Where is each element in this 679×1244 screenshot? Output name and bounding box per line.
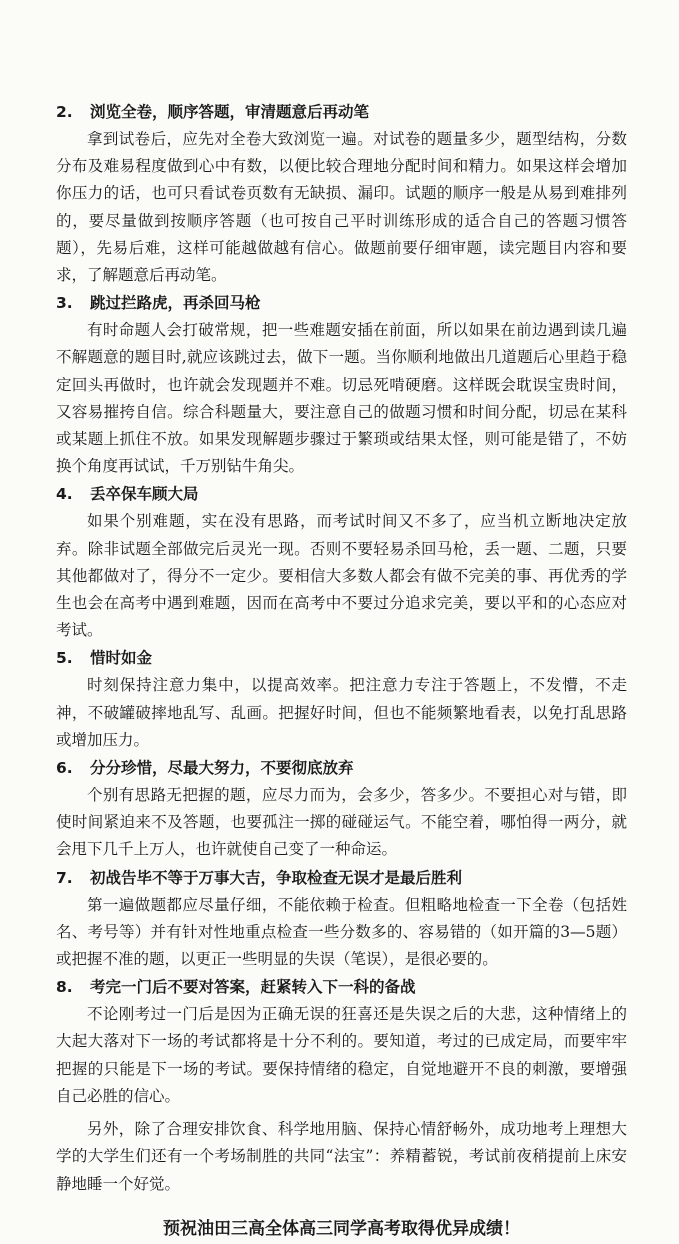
- section-6: [56, 754, 627, 864]
- section-number: 7.: [56, 868, 73, 887]
- section-number: 4.: [56, 485, 73, 504]
- section-body: 时刻保持注意力集中，以提高效率。把注意力专注于答题上，不发懵，不走神，不破罐破摔地乱写、乱画。把握好时间，但也不能频繁地看表，以免打乱思路或增加压力。: [56, 676, 627, 749]
- closing-paragraph: 另外，除了合理安排饮食、科学地用脑、保持心情舒畅外，成功地考上理想大学的大学生们还有一个考场制胜的共同“法宝”：养精蓄锐，考试前夜稍提前上床安静地睡一个好觉。: [56, 1120, 627, 1193]
- section-body: 个别有思路无把握的题，应尽力而为，会多少，答多少。不要担心对与错，即使时间紧迫来不及答题，也要孤注一掷的碰碰运气。不能空着，哪怕得一两分，就会甩下几千上万人，也许就使自己变了一种命运。: [56, 786, 627, 859]
- section-heading: [56, 480, 627, 508]
- section-body: 如果个别难题，实在没有思路，而考试时间又不多了，应当机立断地决定放弃。除非试题全部做完后灵光一现。否则不要轻易杀回马枪，丢一题、二题，只要其他都做对了，得分不一定少。要相信大多数人都会有做不完美的事、再优秀的学生也会在高考中遇到难题，因而在高考中不要过分追求完美，要以平和的心态应对考试。: [56, 512, 627, 640]
- section-heading: [56, 754, 627, 782]
- section-title: 跳过拦路虎，再杀回马枪: [90, 294, 261, 313]
- section-number: 2.: [56, 103, 73, 121]
- section-number: 8.: [56, 978, 73, 997]
- section-number: 6.: [56, 759, 73, 778]
- section-heading: [56, 644, 627, 672]
- section-heading: [56, 98, 627, 126]
- section-title: 浏览全卷，顺序答题，审清题意后再动笔: [90, 103, 370, 121]
- section-body: 有时命题人会打破常规，把一些难题安插在前面，所以如果在前边遇到读几遍不解题意的题目时,就应该跳过去，做下一题。当你顺利地做出几道题后心里趋于稳定回头再做时，也许就会发现题并不难。切忌死啃硬磨。这样既会耽误宝贵时间，又容易摧挎自信。综合科题量大，要注意自己的做题习惯和时间分配，切忌在某科或某题上抓住不放。如果发现解题步骤过于繁琐或结果太怪，则可能是错了，不妨换个角度再试试，千万别钻牛角尖。: [56, 321, 627, 476]
- section-title: 丢卒保车顾大局: [90, 485, 199, 504]
- section-title: 惜时如金: [90, 649, 153, 668]
- section-number: 3.: [56, 294, 73, 313]
- section-body: 第一遍做题都应尽量仔细，不能依赖于检查。但粗略地检查一下全卷（包括姓名、考号等）并有针对性地重点检查一些分数多的、容易错的（如开篇的3—5题）或把握不准的题，以更正一些明显的失误（笔误），是很必要的。: [56, 895, 627, 969]
- section-5: [56, 644, 627, 754]
- section-body: 拿到试卷后，应先对全卷大致浏览一遍。对试卷的题量多少，题型结构，分数分布及难易程度做到心中有数，以便比较合理地分配时间和精力。如果这样会增加你压力的话，也可只看试卷页数有无缺损、漏印。试题的顺序一般是从易到难排列的，要尽量做到按顺序答题（也可按自己平时训练形成的适合自己的答题习惯答题），先易后难，这样可能越做越有信心。做题前要仔细审题，读完题目内容和要求，了解题意后再动笔。: [56, 130, 627, 285]
- section-4: [56, 480, 627, 644]
- blessing-line: 预祝油田三高全体高三同学高考取得优异成绩！: [163, 1218, 520, 1239]
- section-title: 考完一门后不要对答案，赶紧转入下一科的备战: [90, 978, 416, 997]
- section-heading: [56, 973, 627, 1001]
- section-heading: [56, 289, 627, 317]
- section-title: 初战告毕不等于万事大吉，争取检查无误才是最后胜利: [90, 868, 463, 887]
- section-number: 5.: [56, 649, 73, 668]
- section-heading: [56, 864, 627, 892]
- section-body: 不论刚考过一门后是因为正确无误的狂喜还是失误之后的大悲，这种情绪上的大起大落对下一场的考试都将是十分不利的。要知道，考过的已成定局，而要牢牢把握的只能是下一场的考试。要保持情绪的稳定，自觉地避开不良的刺激，要增强自己必胜的信心。: [56, 1005, 627, 1105]
- section-8: [56, 973, 627, 1110]
- section-2: [56, 98, 627, 289]
- section-title: 分分珍惜，尽最大努力，不要彻底放弃: [90, 759, 354, 778]
- section-7: [56, 864, 627, 974]
- section-3: [56, 289, 627, 480]
